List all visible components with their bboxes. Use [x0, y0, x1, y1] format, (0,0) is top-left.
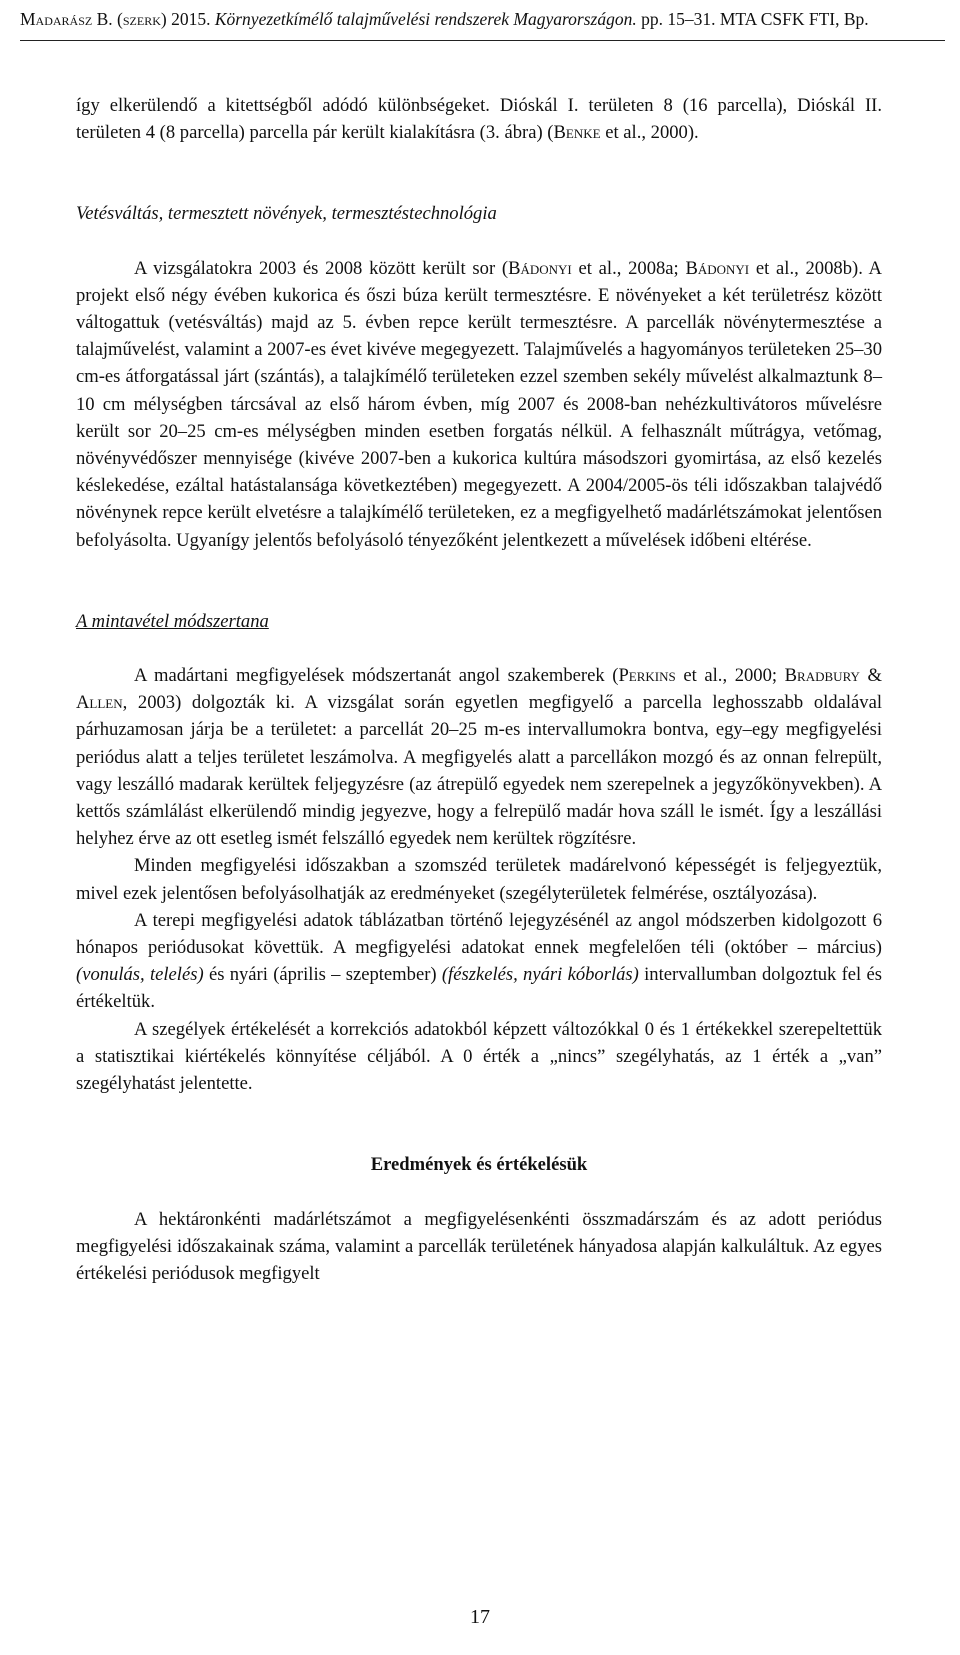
section-title-sampling-method: A mintavétel módszertana [76, 610, 269, 632]
page-body [76, 92, 882, 1287]
citation-perkins: Perkins [618, 665, 676, 687]
section-title-crop-rotation: Vetésváltás, termesztett növények, termesztéstechnológia [76, 203, 497, 225]
header-book-title: Környezetkímélő talajművelési rendszerek Magyarországon. [214, 9, 637, 29]
paragraph-intro: így elkerülendő a kitettségből adódó különbségeket. Dióskál I. területen 8 (16 parcella), Dióskál II. területen 4 (8 parcella) parcella pár került kialakításra (3. ábra) (Benke et al., 2000). [76, 95, 882, 144]
header-rule [20, 40, 945, 41]
header-authors: Madarász B. (szerk) 2015. [20, 9, 211, 29]
citation-bradbury: Bradbury [784, 665, 860, 687]
running-header [20, 8, 945, 30]
page-number: 17 [470, 1606, 490, 1628]
paragraph-method-1: A madártani megfigyelések módszertanát angol szakemberek (Perkins et al., 2000; Bradbury & Allen, 2003) dolgozták ki. A vizsgálat során egyetlen megfigyelő a parcella leghosszabb oldalával párhuzamosan járja be a területet: a parcellát 20–25 m-es intervallumokra bontva, egy–egy megfigyelési periódus alatt a teljes területet leszámolva. A megfigyelés alatt a parcellákon mozgó és az onnan felrepült, vagy leszálló madarak kerültek feljegyzésre (az átrepülő egyedek nem szerepelnek a jegyzőkönyvekben). A kettős számlálást elkerülendő mindig jegyezve, hogy a felrepülő madár hova száll le ismét. Így a leszállási helyhez érve az ott esetleg ismét felszálló egyedek nem kerültek rögzítésre. [76, 665, 882, 850]
citation-badonyi-b: Bádonyi [685, 257, 750, 279]
paragraph-method-4: A szegélyek értékelését a korrekciós adatokból képzett változókkal 0 és 1 értékekkel szerepeltettük a statisztikai kiértékelés könnyítése céljából. A 0 érték a „nincs” szegélyhatás, az 1 érték a „van” szegélyhatást jelentette. [76, 1018, 882, 1095]
paragraph-method-2: Minden megfigyelési időszakban a szomszéd területek madárelvonó képességét is feljegyeztük, mivel ezek jelentősen befolyásolhatják az eredményeket (szegélyterületek felmérése, osztályozása). [76, 855, 882, 904]
section-title-results: Eredmények és értékelésük [370, 1154, 588, 1176]
citation-allen: Allen [76, 692, 123, 714]
paragraph-results: A hektáronkénti madárlétszámot a megfigyelésenkénti összmadárszám és az adott periódus megfigyelési időszakainak száma, valamint a parcellák területének hányadosa alapján kalkuláltuk. Az egyes értékelési periódusok megfigyelt [76, 1208, 882, 1284]
paragraph-method-3: A terepi megfigyelési adatok táblázatban történő lejegyzésénél az angol módszerben kidolgozott 6 hónapos periódusokat követtük. A megfigyelési adatokat ennek megfelelően téli (október – március) (vonulás, telelés) és nyári (április – szeptember) (fészkelés, nyári kóborlás) intervallumban dolgoztuk fel és értékeltük. [76, 909, 882, 1013]
citation-badonyi-a: Bádonyi [508, 257, 572, 279]
paragraph-crop-rotation: A vizsgálatokra 2003 és 2008 között került sor (Bádonyi et al., 2008a; Bádonyi et al., 2008b). A projekt első négy évében kukorica és őszi búza került termesztésre. E növényeket a két területrész között váltogattuk (vetésváltás) majd az 5. évben repce került termesztésre. A parcellák növénytermesztése a talajművelést, valamint a 2007-es évet kivéve megegyezett. Talajművelés a hagyományos területeken 25–30 cm-es átforgatással járt (szántás), a talajkímélő területeken ezzel szemben sekély művelést alkalmaztunk 8–10 cm mélységben tárcsával az első három évben, míg 2007 és 2008-ban nehézkultivátoros művelésre került sor 20–25 cm-es mélységben minden esetben forgatás nélkül. A felhasznált műtrágya, vetőmag, növényvédőszer mennyisége (kivéve 2007-ben a kukorica kultúra másodszori gyomirtása, az első kezelés késlekedése, ezáltal hatástalansága következtében) megegyezett. A 2004/2005-ös téli időszakban talajvédő növénynek repce került elvetésre a talajkímélő területeken, ez a megfigyelhető madárlétszámokat jelentősen befolyásolta. Ugyanígy jelentős befolyásoló tényezőként jelentkezett a művelések időbeni eltérése. [76, 257, 882, 551]
citation-benke: Benke [553, 122, 601, 144]
header-pages: pp. 15–31. MTA CSFK FTI, Bp. [641, 9, 869, 29]
winter-period-note: (vonulás, telelés) [76, 964, 204, 986]
summer-period-note: (fészkelés, nyári kóborlás) [441, 964, 639, 986]
